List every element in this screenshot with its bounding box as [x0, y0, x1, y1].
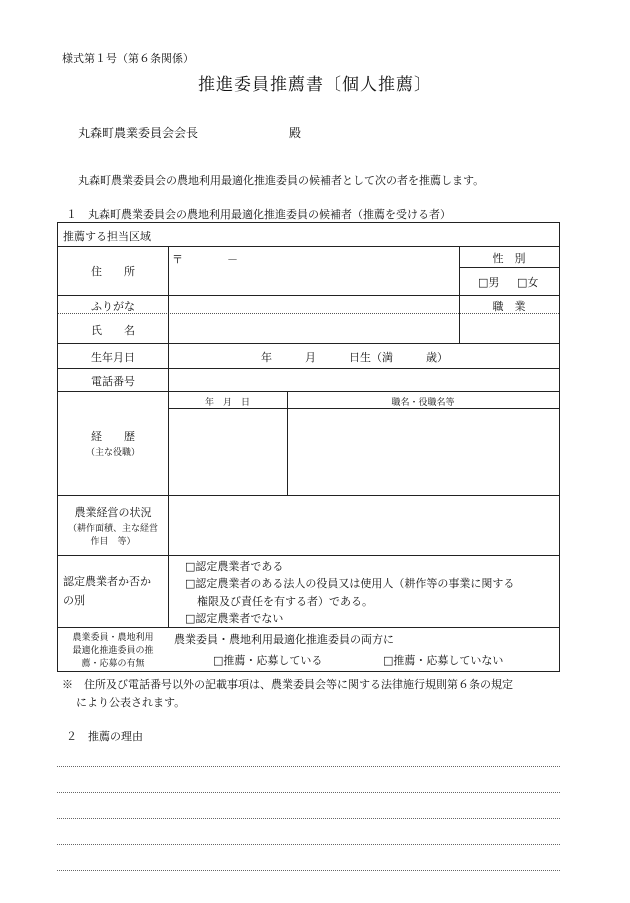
row-rule	[58, 246, 559, 247]
occupation-label: 職 業	[492, 300, 526, 313]
certified-label: 認定農業者か否か	[63, 575, 151, 588]
career-header-rule	[168, 408, 559, 409]
honorific: 殿	[289, 126, 302, 140]
candidate-table	[57, 222, 560, 672]
career-position-column: 職名・役職名等	[391, 398, 455, 408]
writing-line[interactable]	[57, 792, 560, 793]
row-rule	[58, 391, 559, 392]
career-sublabel: （主な役職）	[85, 448, 140, 458]
dual-label: 最適化推進委員の推	[72, 646, 154, 656]
dual-no-checkbox[interactable]: □推薦・応募していない	[383, 654, 504, 667]
writing-line[interactable]	[57, 870, 560, 871]
name-label: 氏 名	[91, 324, 135, 337]
section2-heading: ２ 推薦の理由	[66, 730, 143, 743]
row-rule	[58, 295, 559, 296]
certified-label: の別	[63, 594, 85, 607]
page-title: 推進委員推薦書〔個人推薦〕	[198, 75, 432, 95]
cert-option-checkbox[interactable]: □認定農業者である	[185, 560, 284, 573]
career-label: 経 歴	[91, 430, 135, 443]
writing-line[interactable]	[57, 844, 560, 845]
dual-yes-checkbox[interactable]: □推薦・応募している	[213, 654, 323, 667]
farm-status-label: 農業経営の状況	[74, 506, 152, 519]
furigana-label: ふりがな	[91, 300, 135, 313]
career-date-column: 年 月 日	[204, 398, 250, 408]
intro-text: 丸森町農業委員会の農地利用最適化推進委員の候補者として次の者を推薦します。	[78, 174, 485, 187]
row-rule	[58, 555, 559, 556]
sex-label: 性 別	[492, 252, 526, 265]
note-text: 住所及び電話番号以外の記載事項は、農業委員会等に関する法律施行規則第６条の規定	[84, 678, 513, 691]
district-label: 推薦する担当区域	[63, 230, 151, 243]
birthdate-label: 生年月日	[91, 351, 135, 364]
farm-status-sublabel: 作目 等）	[90, 537, 136, 547]
section1-heading: １ 丸森町農業委員会の農地利用最適化推進委員の候補者（推薦を受ける者）	[66, 208, 451, 221]
form-number: 様式第１号（第６条関係）	[62, 52, 194, 65]
writing-line[interactable]	[57, 818, 560, 819]
label-column-rule	[168, 246, 169, 627]
row-rule	[58, 495, 559, 496]
sex-male-checkbox[interactable]: □男	[478, 276, 500, 289]
postal-mark: 〒 －	[172, 253, 238, 266]
sex-rule	[459, 267, 559, 268]
addressee: 丸森町農業委員会会長	[78, 126, 199, 140]
writing-line[interactable]	[57, 766, 560, 767]
note-text: により公表されます。	[76, 696, 186, 709]
row-rule	[58, 343, 559, 344]
cert-option-text: 権限及び責任を有する者）である。	[197, 595, 373, 608]
address-label: 住 所	[91, 265, 135, 278]
cert-option-checkbox[interactable]: □認定農業者のある法人の役員又は使用人（耕作等の事業に関する	[185, 577, 515, 590]
sex-female-checkbox[interactable]: □女	[517, 276, 539, 289]
note-mark: ※	[62, 678, 73, 691]
dual-question: 農業委員・農地利用最適化推進委員の両方に	[174, 633, 394, 646]
row-rule	[58, 368, 559, 369]
row-rule	[58, 627, 559, 628]
disclosure-note	[62, 676, 572, 712]
cert-option-checkbox[interactable]: □認定農業者でない	[185, 612, 284, 625]
dual-label: 薦・応募の有無	[81, 659, 145, 669]
phone-label: 電話番号	[91, 375, 135, 388]
birthdate-format: 年 月 日生（満 歳）	[261, 351, 448, 364]
dual-label: 農業委員・農地利用	[72, 633, 154, 643]
farm-status-sublabel: （耕作面積、主な経営	[67, 524, 158, 534]
